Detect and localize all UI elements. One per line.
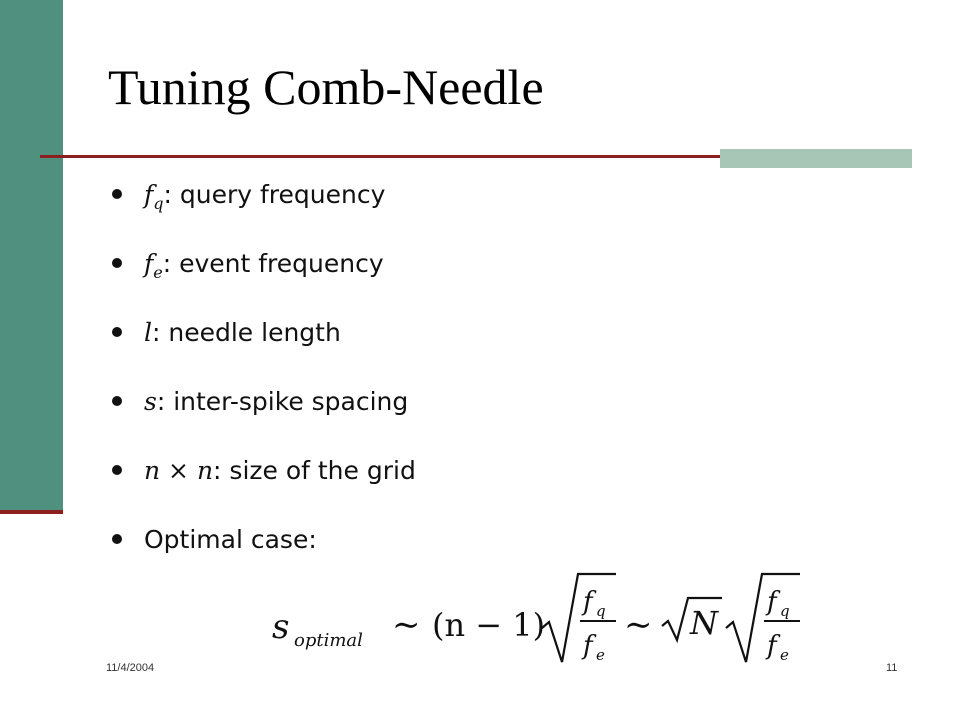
bullet-symbol: $f_e$ (144, 249, 163, 282)
bullet-symbol: l (144, 318, 152, 347)
formula-frac2-num-sub: q (780, 602, 790, 620)
formula-factor: (n − 1) (432, 606, 546, 644)
left-accent-bar (0, 0, 63, 510)
formula-frac2-den: f (767, 631, 777, 661)
bullet-dot (112, 327, 122, 337)
footer-date: 11/4/2004 (106, 662, 155, 674)
formula-frac1-num-sub: q (596, 602, 606, 620)
formula-tilde-2: ∼ (624, 605, 653, 645)
formula-tilde-1: ∼ (392, 605, 421, 645)
bullet-dot (112, 258, 122, 268)
page-number: 11 (886, 662, 898, 674)
bullet-needle-length (112, 313, 341, 353)
bullet-text: : size of the grid (213, 456, 416, 485)
bullet-text: : query frequency (163, 180, 386, 209)
formula-frac1-den-sub: e (596, 646, 605, 664)
bullet-grid-size (112, 451, 416, 491)
bullet-text: : event frequency (162, 249, 384, 278)
formula-frac1-num: f (583, 587, 593, 617)
formula-frac1-den: f (583, 631, 593, 661)
left-accent-rule (0, 510, 63, 514)
bullet-event-frequency (112, 244, 384, 284)
formula-lhs-subscript: optimal (294, 630, 363, 651)
bullet-dot (112, 396, 122, 406)
bullet-dot (112, 189, 122, 199)
slide-title: Tuning Comb-Needle (108, 59, 544, 115)
bullet-symbol: n × n (144, 456, 214, 485)
bullet-dot (112, 534, 122, 544)
bullet-optimal-case (112, 520, 317, 560)
formula-sqrt-var: N (690, 604, 718, 642)
formula-lhs: s (272, 607, 290, 647)
bullet-symbol: $f_q$ (144, 180, 164, 213)
bullet-text: Optimal case: (144, 525, 317, 554)
bullet-text: : inter-spike spacing (156, 387, 409, 416)
optimal-spacing-formula (270, 570, 810, 670)
bullet-spike-spacing (112, 382, 408, 422)
formula-frac2-den-sub: e (780, 646, 789, 664)
bullet-symbol: s (144, 387, 157, 416)
bullet-text: : needle length (152, 318, 341, 347)
formula-frac2-num: f (767, 587, 777, 617)
bullet-dot (112, 465, 122, 475)
title-accent-block (720, 149, 912, 168)
bullet-query-frequency (112, 175, 385, 215)
